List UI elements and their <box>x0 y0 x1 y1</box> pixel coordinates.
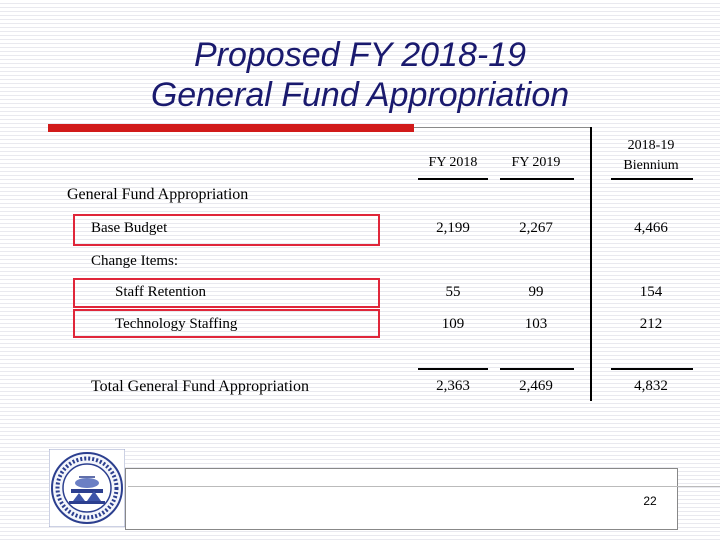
total-fy2018: 2,363 <box>436 378 470 394</box>
footer-box <box>125 468 678 530</box>
row-label-total: Total General Fund Appropriation <box>91 378 309 395</box>
col-header-fy2018: FY 2018 <box>428 155 478 170</box>
total-biennium: 4,832 <box>634 378 668 394</box>
col-header-biennium-line1: 2018-19 <box>627 138 675 153</box>
total-underline-fy2019 <box>500 368 574 370</box>
state-seal-icon <box>49 449 125 527</box>
base-budget-fy2019: 2,267 <box>519 220 553 236</box>
col-header-biennium <box>606 136 696 176</box>
base-budget-biennium: 4,466 <box>634 220 668 236</box>
header-underline-fy2019 <box>500 178 574 180</box>
technology-staffing-fy2018: 109 <box>441 316 465 332</box>
technology-staffing-biennium: 212 <box>639 316 663 332</box>
title-line-1: Proposed FY 2018-19 <box>193 36 527 74</box>
page-number: 22 <box>643 494 657 508</box>
biennium-divider <box>590 127 592 401</box>
title-line-2: General Fund Appropriation <box>150 76 570 114</box>
header-underline-biennium <box>611 178 693 180</box>
header-divider <box>414 127 590 128</box>
technology-staffing-fy2019: 103 <box>524 316 548 332</box>
change-items-label: Change Items: <box>91 253 179 269</box>
row-label-base-budget: Base Budget <box>91 220 168 236</box>
base-budget-fy2018: 2,199 <box>436 220 470 236</box>
staff-retention-fy2019: 99 <box>528 284 544 300</box>
section-heading: General Fund Appropriation <box>67 186 249 203</box>
staff-retention-biennium: 154 <box>639 284 663 300</box>
staff-retention-fy2018: 55 <box>445 284 461 300</box>
col-header-biennium-line2: Biennium <box>623 158 679 173</box>
header-underline-fy2018 <box>418 178 488 180</box>
total-underline-biennium <box>611 368 693 370</box>
footer-line <box>128 486 720 487</box>
row-label-technology-staffing: Technology Staffing <box>115 316 238 332</box>
total-fy2019: 2,469 <box>519 378 553 394</box>
title-accent-bar <box>48 124 414 132</box>
col-header-fy2019: FY 2019 <box>511 155 561 170</box>
row-label-staff-retention: Staff Retention <box>115 284 206 300</box>
total-underline-fy2018 <box>418 368 488 370</box>
